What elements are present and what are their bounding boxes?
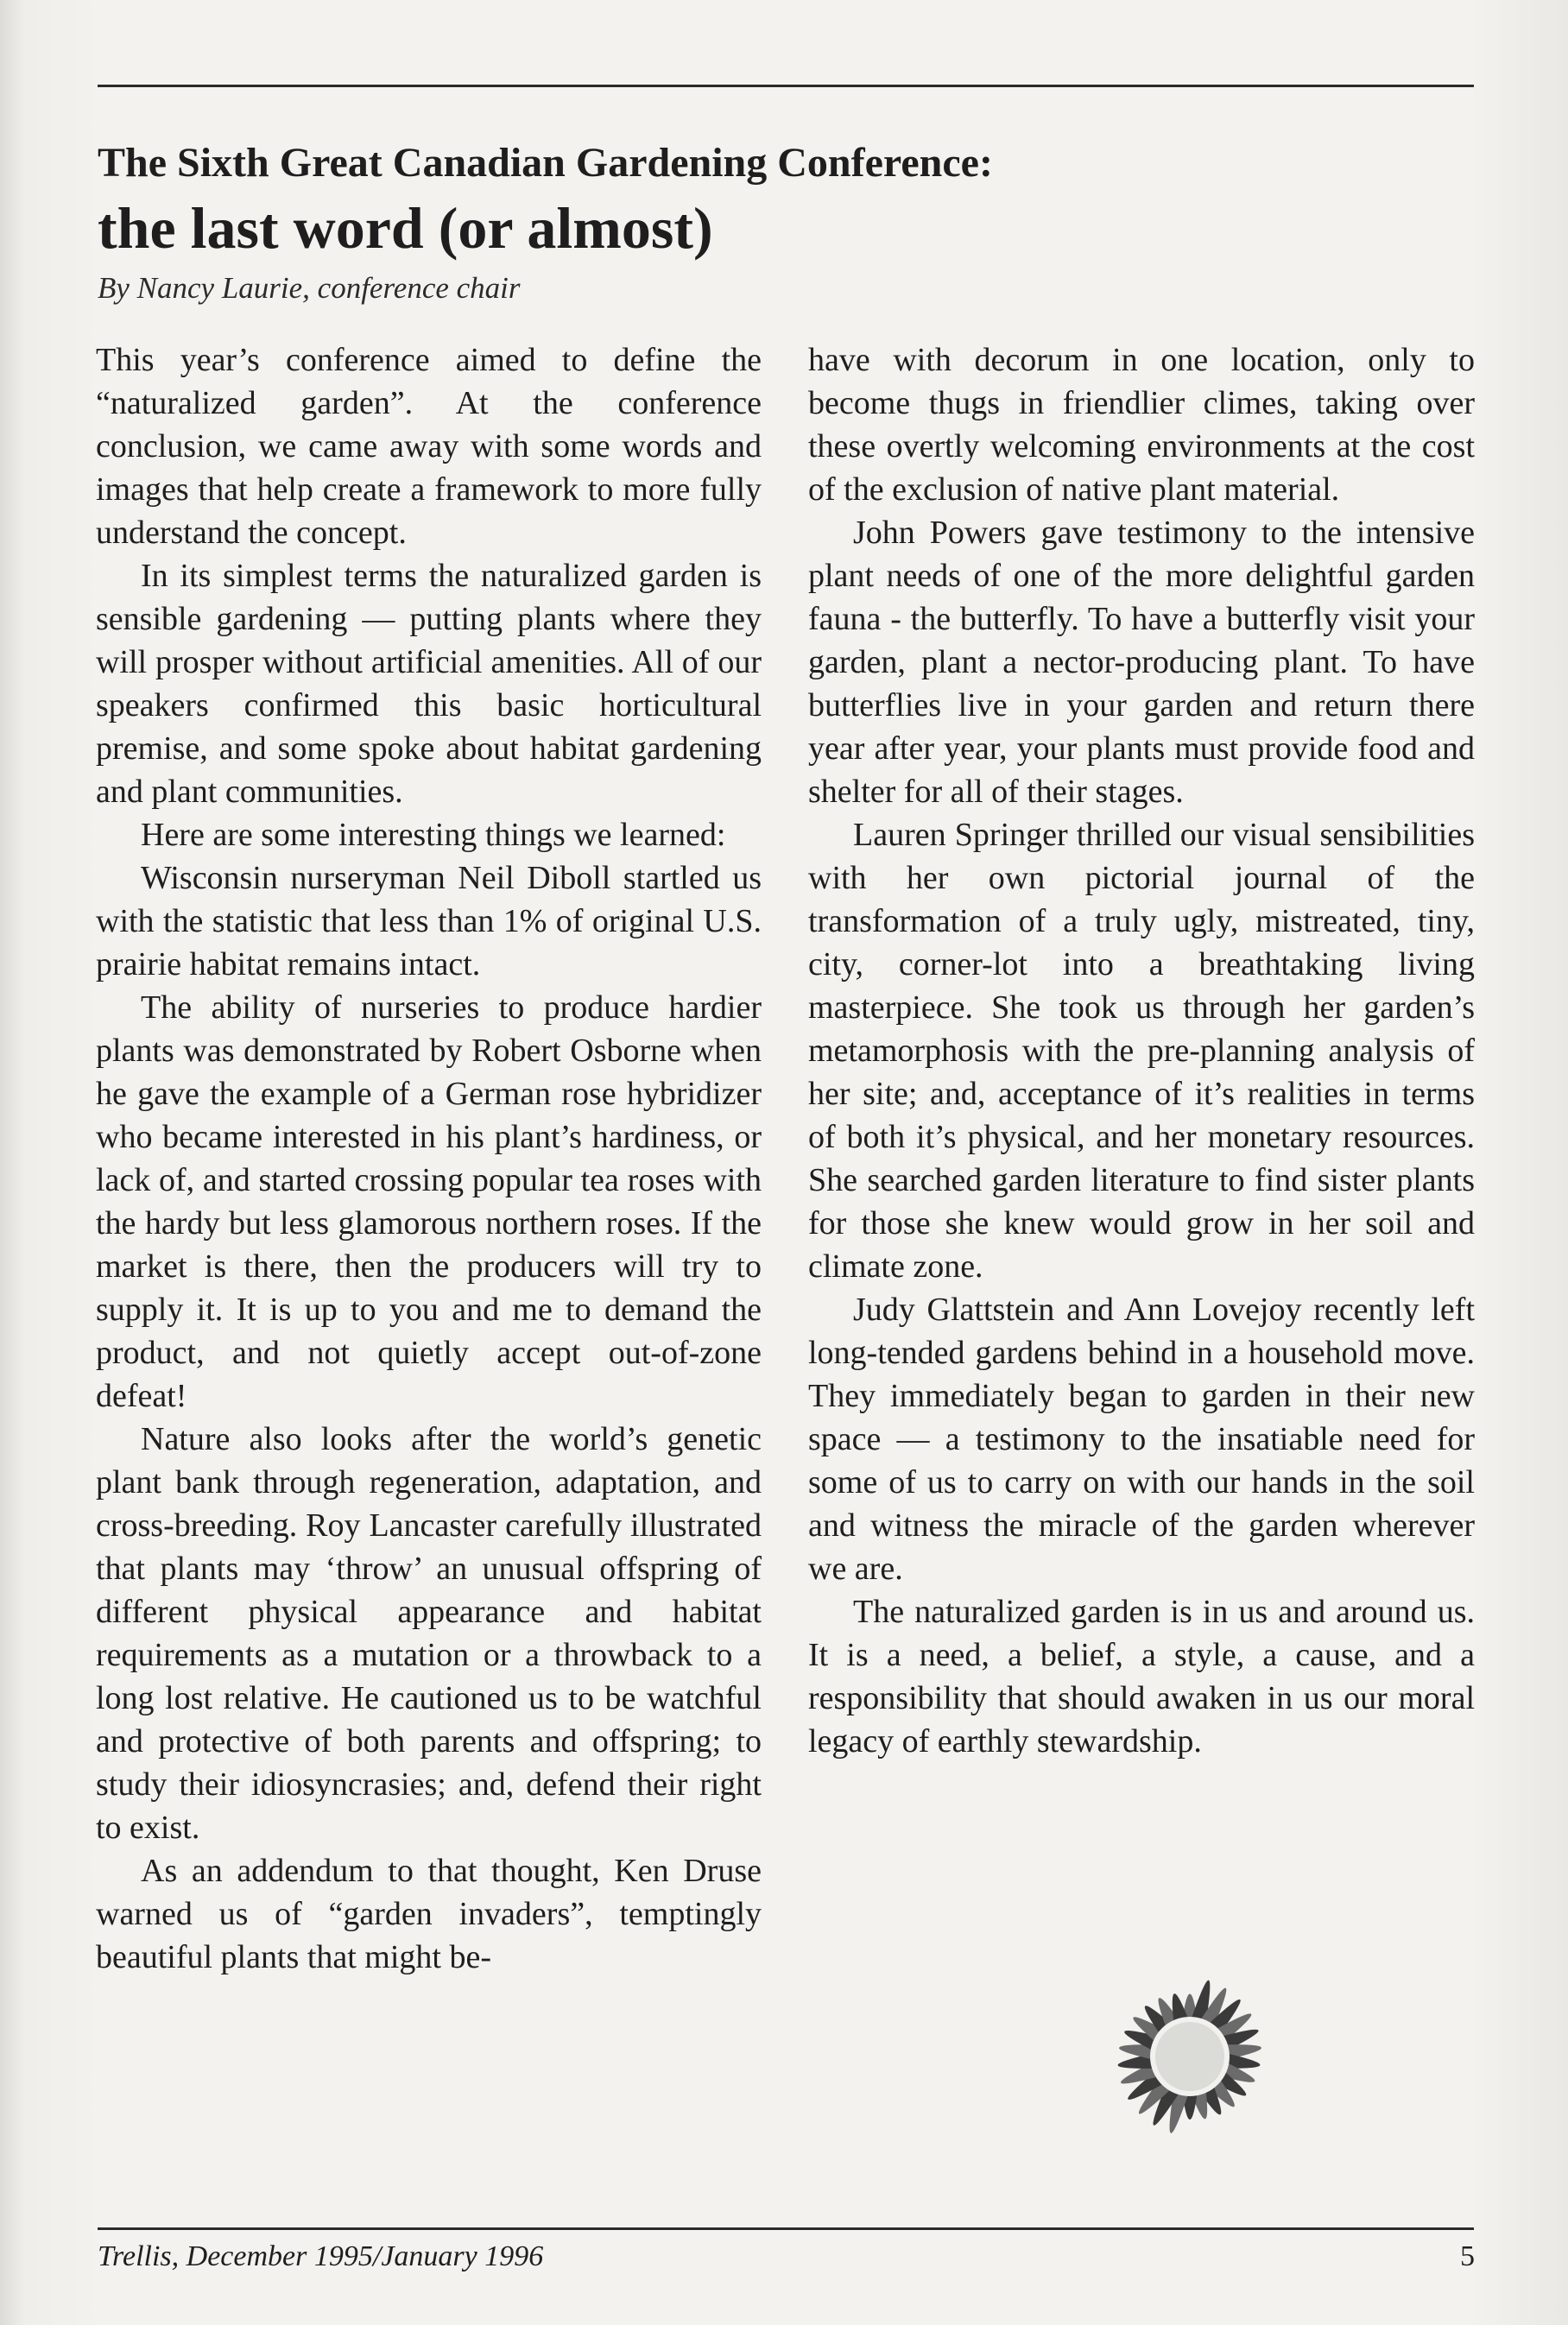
paragraph: Nature also looks after the world’s genetic plant bank through regeneration, adaptation, and cross-breeding. Roy Lancaster carefully illustrated that plants may ‘throw’ an unusual offspring of different physical appearance and habitat requirements as a mutation or a throwback to a long lost relative. He cautioned us to be watchful and protective of both parents and offspring; to study their idiosyncrasies; and, defend their right to exist. xyxy=(96,1421,762,1846)
paragraph: Wisconsin nurseryman Neil Diboll startled us with the statistic that less than 1% of original U.S. prairie habitat remains intact. xyxy=(96,860,762,982)
article-byline: By Nancy Laurie, conference chair xyxy=(98,271,521,305)
article-subhead: the last word (or almost) xyxy=(98,195,713,261)
paragraph: Lauren Springer thrilled our visual sensibilities with her own pictorial journal of the transformation of a truly ugly, mistreated, tiny, city, corner-lot into a breathtaking living masterpiece. She took us through her garden’s metamorphosis with the pre-planning analysis of her site; and, acceptance of it’s realities in terms of both it’s physical, and her monetary resources. She searched garden literature to find sister plants for those she knew would grow in her soil and climate zone. xyxy=(808,817,1475,1285)
flower-icon xyxy=(1060,1927,1311,2186)
footer-publication: Trellis, December 1995/January 1996 xyxy=(98,2240,544,2272)
paragraph: The ability of nurseries to produce hardier plants was demonstrated by Robert Osborne when he gave the example of a German rose hybridizer who became interested in his plant’s hardiness, or lack of, and started crossing popular tea roses with the hardy but less glamorous northern roses. If the market is there, then the producers will try to supply it. It is up to you and me to demand the product, and not quietly accept out-of-zone defeat! xyxy=(96,989,762,1414)
paragraph: Judy Glattstein and Ann Lovejoy recently left long-tended gardens behind in a household move. They immediately began to garden in their new space — a testimony to the insatiable need for some of us to carry on with our hands in the soil and witness the miracle of the garden wherever we are. xyxy=(808,1292,1475,1587)
article-headline: The Sixth Great Canadian Gardening Conference: xyxy=(98,140,993,186)
paragraph: John Powers gave testimony to the intensive plant needs of one of the more delightful garden fauna - the butterfly. To have a butterfly visit your garden, plant a nector-producing plant. To have butterflies live in your garden and return there year after year, your plants must provide food and shelter for all of their stages. xyxy=(808,515,1475,810)
paragraph: This year’s conference aimed to define the “naturalized garden”. At the conference conclusion, we came away with some words and images that help create a framework to more fully understand the concept. xyxy=(96,342,762,551)
paragraph: have with decorum in one location, only to become thugs in friendlier climes, taking over these overtly welcoming environments at the cost of the exclusion of native plant material. xyxy=(808,342,1475,508)
page-number: 5 xyxy=(1460,2240,1475,2272)
paragraph: The naturalized garden is in us and around us. It is a need, a belief, a style, a cause, and a responsibility that should awaken in us our moral legacy of earthly stewardship. xyxy=(808,1594,1475,1760)
top-rule xyxy=(98,85,1474,87)
right-column xyxy=(808,338,1475,1763)
paragraph: In its simplest terms the naturalized garden is sensible gardening — putting plants where they will prosper without artificial amenities. All of our speakers confirmed this basic horticultural premise, and some spoke about habitat gardening and plant communities. xyxy=(96,558,762,810)
paragraph: Here are some interesting things we learned: xyxy=(141,817,726,853)
bottom-rule xyxy=(98,2227,1474,2230)
left-column xyxy=(96,338,762,1979)
paragraph: As an addendum to that thought, Ken Druse warned us of “garden invaders”, temptingly beautiful plants that might be- xyxy=(96,1853,762,1975)
